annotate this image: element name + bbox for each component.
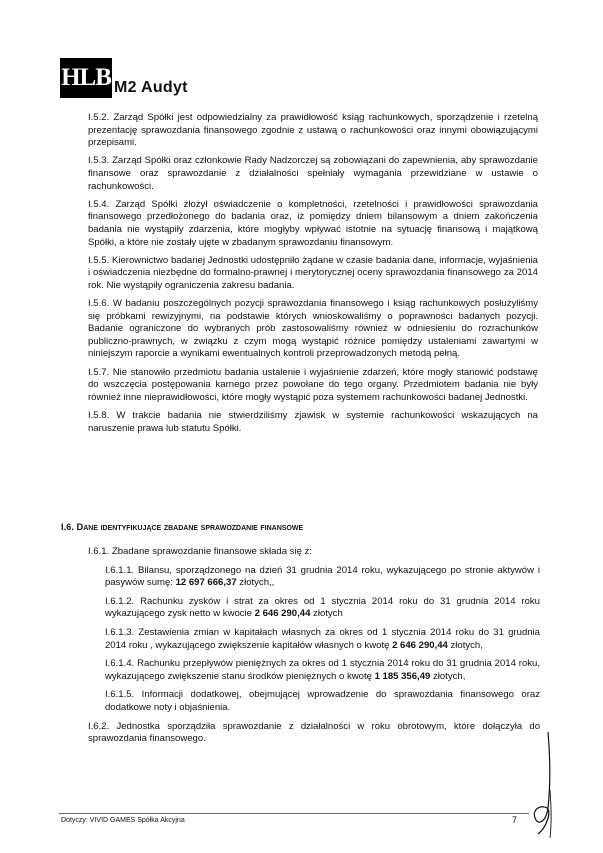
paragraph-i-5-3: I.5.3. Zarząd Spółki oraz członkowie Rady Nadzorczej są zobowiązani do zapewnienia, aby sprawozdanie finansowe oraz sprawozdanie z działalności spełniały wymagania przewidziane w ustawie o rachunkowości. (88, 155, 538, 192)
handwritten-signature (526, 730, 556, 840)
cash-increase-amount: 1 185 356,49 (374, 670, 431, 682)
paragraph-i-5-4: I.5.4. Zarząd Spółki złożył oświadczenie o kompletności, rzetelności i prawidłowości sprawozdania finansowego przedłożonego do badania oraz, iż pomiędzy dniem bilansowym a dniem zakończenia badania nie wystąpiły zdarzenia, które mogłyby wpływać istotnie na sytuację finansową i majątkową Spółki, a które nie zostały ujęte w zbadanym sprawozdaniu finansowym. (88, 198, 538, 248)
equity-changes-suffix: złotych, (447, 639, 483, 651)
paragraph-i-6-1-3 (105, 627, 540, 652)
report-body-section (88, 546, 540, 752)
equity-increase-amount: 2 646 290,44 (392, 639, 448, 651)
equity-changes-text: I.6.1.3. Zestawienia zmian w kapitałach własnych za okres od 1 stycznia 2014 roku do 31 grudnia 2014 roku , wykazującego zwiększenie kapitałów własnych o kwotę (105, 626, 540, 651)
page-number: 7 (512, 815, 518, 825)
footer-company: Dotyczy: VIVID GAMES Spółka Akcyjna (61, 817, 185, 824)
paragraph-i-5-6: I.5.6. W badaniu poszczególnych pozycji sprawozdania finansowego i ksiąg rachunkowych posłużyliśmy się próbkami rewizyjnymi, na podstawie których wnioskowaliśmy o poprawności badanych pozycji. Badanie ograniczone do wybranych prób zastosowaliśmy również w odniesieniu do rozrachunków publiczno-prawnych, w związku z czym mogą wystąpić różnice pomiędzy ustaleniami zawartymi w niniejszym raporcie a wynikami ewentualnych kontroli przeprowadzonych metodą pełną. (88, 298, 538, 360)
cash-flow-text: I.6.1.4. Rachunku przepływów pieniężnych za okres od 1 stycznia 2014 roku do 31 grudnia 2014 roku, wykazującego zwiększenie stanu środków pieniężnych o kwotę (105, 658, 540, 682)
balance-sheet-text: I.6.1.1. Bilansu, sporządzonego na dzień 31 grudnia 2014 roku, wykazującego po stronie aktywów i pasywów sumę: (105, 564, 540, 589)
paragraph-i-6-1-4 (105, 658, 540, 683)
balance-sheet-amount: 12 697 666,37 (175, 577, 237, 589)
paragraph-i-6-1: I.6.1. Zbadane sprawozdanie finansowe składa się z: (88, 546, 312, 557)
paragraph-i-5-7: I.5.7. Nie stanowiło przedmiotu badania ustalenie i wyjaśnienie zdarzeń, które mogły stanowić podstawę do wszczęcia postępowania karnego przez powołane do tego organy. Przedmiotem badania nie były również inne nieprawidłowości, które mogły wystąpić poza systemem rachunkowości badanej Jednostki. (88, 366, 538, 403)
section-title: Dane identyfikujące zbadane sprawozdanie finansowe (76, 522, 304, 532)
section-heading (61, 522, 303, 532)
paragraph-i-6-1-5: I.6.1.5. Informacji dodatkowej, obejmującej wprowadzenie do sprawozdania finansowego oraz dodatkowe noty i objaśnienia. (105, 689, 540, 713)
cash-flow-suffix: złotych, (430, 670, 466, 682)
report-body-top (88, 112, 538, 441)
hlb-logo (60, 58, 188, 98)
paragraph-i-6-1-1 (105, 565, 540, 590)
paragraph-i-5-8: I.5.8. W trakcie badania nie stwierdziliśmy zjawisk w systemie rachunkowości wskazujących na naruszenie prawa lub statutu Spółki. (88, 410, 538, 434)
logo-mark: HLB (60, 58, 112, 98)
paragraph-i-5-5: I.5.5. Kierownictwo badanej Jednostki udostępniło żądane w czasie badania dane, informacje, wyjaśnienia i oświadczenia niezbędne do formalno-prawnej i merytorycznej oceny sprawozdania finansowego za 2014 rok. Nie wystąpiły ograniczenia zakresu badania. (88, 254, 538, 291)
net-profit-amount: 2 646 290,44 (254, 608, 311, 620)
paragraph-i-6-1-2 (105, 596, 540, 621)
logo-company-name: M2 Audyt (114, 79, 188, 96)
paragraph-i-5-2: I.5.2. Zarząd Spółki jest odpowiedzialny za prawidłowość ksiąg rachunkowych, sporządzenie i rzetelną prezentację sprawozdania finansowego zgodnie z ustawą o rachunkowości oraz innymi obowiązującymi przepisami. (88, 112, 538, 149)
footer-divider (59, 813, 529, 814)
income-statement-suffix: złotych (310, 608, 343, 620)
balance-sheet-suffix: złotych,, (236, 577, 275, 589)
paragraph-i-6-2: I.6.2. Jednostka sporządziła sprawozdanie z działalności w roku obrotowym, które dołączyła do sprawozdania finansowego. (88, 720, 540, 745)
section-number: I.6. (61, 522, 74, 532)
income-statement-text: I.6.1.2. Rachunku zysków i strat za okres od 1 stycznia 2014 roku do 31 grudnia 2014 roku wykazującego zysk netto w kwocie (105, 595, 540, 620)
